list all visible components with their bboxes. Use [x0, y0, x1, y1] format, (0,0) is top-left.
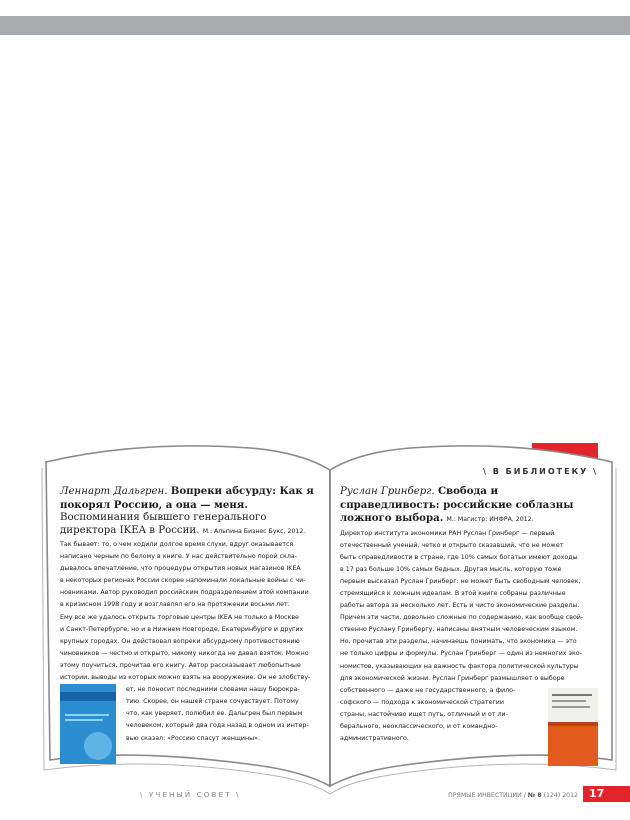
text-line: стремящийся к ложным идеалам. В этой книге собраны различные — [340, 589, 566, 597]
left-book-heading — [60, 485, 322, 538]
text-line: берального, неоклассического, и от командно- — [340, 723, 498, 730]
text-line: номистов, указывающих на важность фактора политической культуры — [340, 662, 579, 670]
text-line: Причем эти части, довольно сложные по содержанию, как вообще свой- — [340, 614, 584, 622]
text-line: и Санкт-Петербурге, но и в Нижнем Новгороде, Екатеринбурге и других — [60, 625, 304, 633]
right-book-title: Свобода и справедливость: российские соблазны ложного выбора. — [340, 485, 574, 524]
text-line: вью сказал: «Россию спасут женщины». — [126, 734, 260, 742]
left-book-author: Леннарт Дальгрен. — [60, 486, 168, 497]
text-line: для экономической жизни. Руслан Гринберг размышляет о выборе — [340, 674, 565, 682]
left-book-cover-image — [60, 684, 116, 764]
text-line: первым высказал Руслан Гринберг: не может быть свободным человек, — [340, 577, 581, 585]
text-line: чиновников — честно и открыто, никому никогда не давал взяток. Можно — [60, 649, 309, 657]
text-line: не только цифры и формулы. Руслан Гринберг — один из немногих эко- — [340, 650, 582, 658]
text-line: собственного — даже не государственного, а фило- — [340, 686, 516, 694]
text-line: отечественный ученый, четко и открыто сказавший, что не может — [340, 541, 564, 549]
text-line: работы автора за несколько лет. Есть и чисто экономические разделы. — [340, 602, 580, 610]
text-line: софского — подхода к экономической стратегии — [340, 698, 504, 706]
left-book-title: Вопреки абсурду: Как я покорял Россию, а она — меня. — [60, 485, 314, 511]
right-book-cover-image — [548, 688, 598, 766]
text-line: в некоторых регионах России скорее напоминали локальные войны с чи- — [60, 577, 306, 585]
right-book-heading — [340, 485, 600, 527]
text-line: крупных городах. Он действовал вопреки абсурдному противостоянию — [60, 637, 300, 645]
right-book-publisher: М.: Магистр: ИНФРА, 2012. — [446, 516, 534, 523]
text-line: быть справедливости в стране, где 10% самых богатых имеют доходы — [340, 553, 578, 561]
text-line: этому поучиться, прочитав его книгу. Автор рассказывает любопытные — [60, 661, 301, 669]
right-book-author: Руслан Гринберг. — [340, 486, 435, 497]
page-number: 17 — [583, 786, 630, 802]
text-line: Так бывает: то, о чем ходили долгое время слухи, вдруг оказывается — [60, 541, 294, 548]
text-line: тию. Скорее, он нашей стране сочувствует. Потому — [126, 698, 299, 706]
text-line: административного. — [340, 735, 409, 743]
text-line: дывалось впечатление, что процедуры открытия новых магазинов IKEA — [60, 565, 301, 573]
text-line: Директор института экономики РАН Руслан Гринберг — первый — [340, 529, 555, 537]
footer-section-label: \ УЧЕНЫЙ СОВЕТ \ — [140, 791, 241, 799]
text-line: ет, не поносит последними словами нашу бюрокра- — [126, 686, 300, 694]
footer-issue-number: № 8 — [527, 792, 542, 799]
left-book-subtitle: Воспоминания бывшего генерального директора IKEA в России. — [60, 512, 267, 536]
text-line: страны, настойчиво ищет путь, отличный и от ли- — [340, 710, 508, 718]
text-line: что, как уверяет, полюбил ее. Дальгрен был первым — [126, 710, 303, 718]
text-line: человеком, который два года назад в одном из интер- — [126, 722, 309, 730]
text-line: написано черным по белому в книге. У нас действительно порой скла- — [60, 553, 298, 561]
text-line: истории, выводы из которых можно взять на вооружение. Он не злобству- — [60, 674, 311, 682]
footer-magazine-info — [448, 792, 578, 799]
text-line: новниками. Автор руководил российским подразделением этой компании — [60, 589, 309, 597]
text-line: ственно Руслану Гринбергу, написаны внятным человеческим языком. — [340, 626, 578, 634]
footer-magazine-name: ПРЯМЫЕ ИНВЕСТИЦИИ / — [448, 792, 526, 799]
text-line: в 17 раз больше 10% самых бедных. Другая мысль, которую тоже — [340, 565, 562, 573]
text-line: в кризисном 1998 году и возглавлял его на протяжении восьми лет. — [60, 601, 290, 609]
text-line: Но, прочитав эти разделы, начинаешь понимать, что экономика — это — [340, 638, 577, 646]
text-line: Ему все же удалось открыть торговые центры IKEA не только в Москве — [60, 613, 299, 621]
footer-issue-year: (124) 2012 — [543, 792, 578, 799]
left-book-publisher: М.: Альпина Бизнес Букс, 2012. — [202, 527, 306, 535]
section-title: \ В БИБЛИОТЕКУ \ — [483, 467, 598, 476]
